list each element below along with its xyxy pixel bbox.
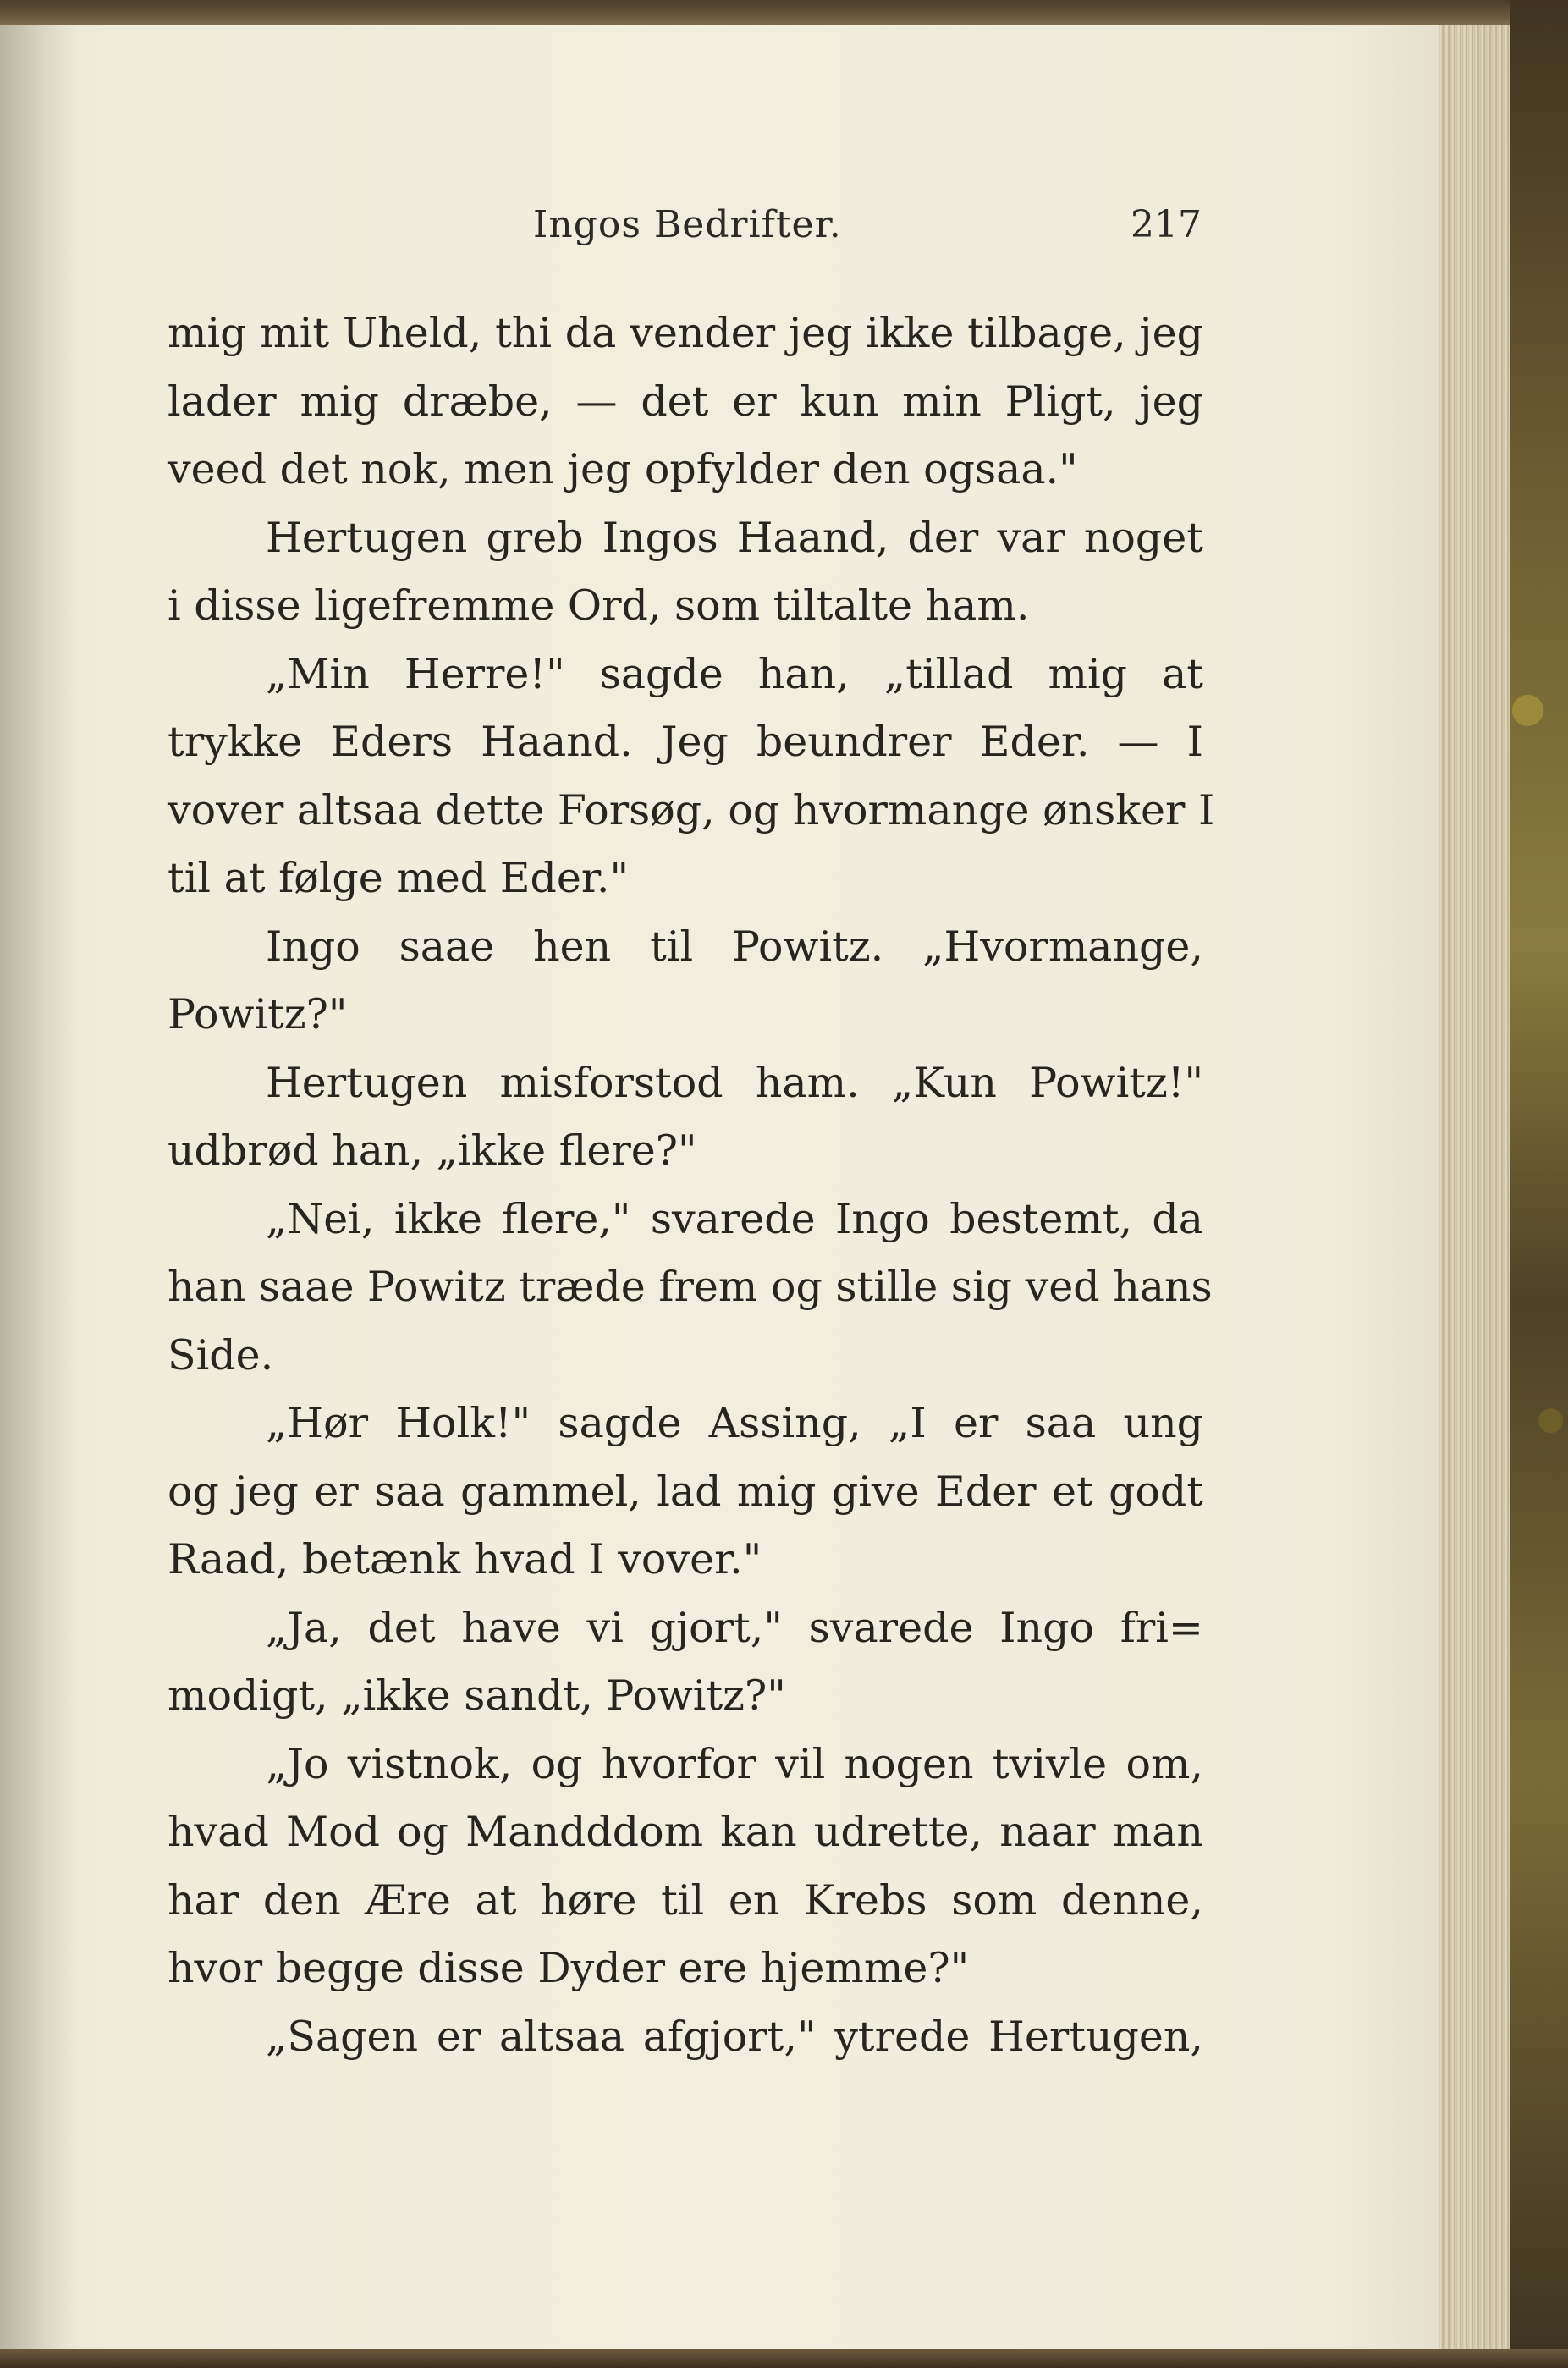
- text-line: Hertugen misforstod ham. „Kun Powitz!": [266, 1058, 1203, 1107]
- text-line: hvor begge disse Dyder ere hjemme?": [168, 1944, 970, 1992]
- text-line: veed det nok, men jeg opfylder den ogsaa.": [168, 445, 1078, 493]
- text-line: udbrød han, „ikke flere?": [168, 1126, 697, 1175]
- page-number: 217: [1131, 203, 1202, 246]
- body-text: [168, 300, 1215, 2071]
- page-header: [169, 198, 1202, 257]
- marbled-cover-edge: [1510, 0, 1568, 2368]
- text-line: Side.: [168, 1330, 274, 1379]
- text-line: og jeg er saa gammel, lad mig give Eder et godt: [168, 1467, 1203, 1516]
- text-line: han saae Powitz træde frem og stille sig ved hans: [168, 1263, 1213, 1311]
- text-line: Raad, betænk hvad I vover.": [168, 1535, 762, 1583]
- text-line: „Sagen er altsaa afgjort," ytrede Hertugen,: [266, 2012, 1203, 2061]
- text-line: Ingo saae hen til Powitz. „Hvormange,: [266, 922, 1203, 971]
- text-line: „Nei, ikke flere," svarede Ingo bestemt, da: [266, 1194, 1203, 1243]
- text-line: til at følge med Eder.": [168, 854, 630, 902]
- gutter-shadow: [0, 25, 76, 2351]
- text-line: „Min Herre!" sagde han, „tillad mig at: [266, 649, 1203, 698]
- text-line: har den Ære at høre til en Krebs som denne,: [168, 1875, 1203, 1925]
- page-edges: [1439, 25, 1515, 2351]
- text-line: lader mig dræbe, — det er kun min Pligt, jeg: [168, 377, 1203, 426]
- text-line: trykke Eders Haand. Jeg beundrer Eder. — I: [168, 718, 1203, 766]
- text-line: Hertugen greb Ingos Haand, der var noget: [266, 513, 1203, 562]
- text-line: „Ja, det have vi gjort," svarede Ingo fri=: [266, 1603, 1203, 1652]
- text-line: i disse ligefremme Ord, som tiltalte ham.: [168, 581, 1030, 630]
- running-title: Ingos Bedrifter.: [533, 203, 842, 246]
- text-line: „Jo vistnok, og hvorfor vil nogen tvivle om,: [266, 1739, 1203, 1788]
- text-line: vover altsaa dette Forsøg, og hvormange ønsker I: [168, 785, 1215, 834]
- text-line: modigt, „ikke sandt, Powitz?": [168, 1671, 786, 1720]
- book-top-edge: [0, 0, 1568, 29]
- text-line: „Hør Holk!" sagde Assing, „I er saa ung: [266, 1399, 1203, 1447]
- text-line: hvad Mod og Mandddom kan udrette, naar man: [168, 1808, 1203, 1856]
- text-line: mig mit Uheld, thi da vender jeg ikke tilbage, jeg: [168, 309, 1203, 357]
- book-bottom-edge: [0, 2349, 1568, 2368]
- text-line: Powitz?": [168, 990, 348, 1038]
